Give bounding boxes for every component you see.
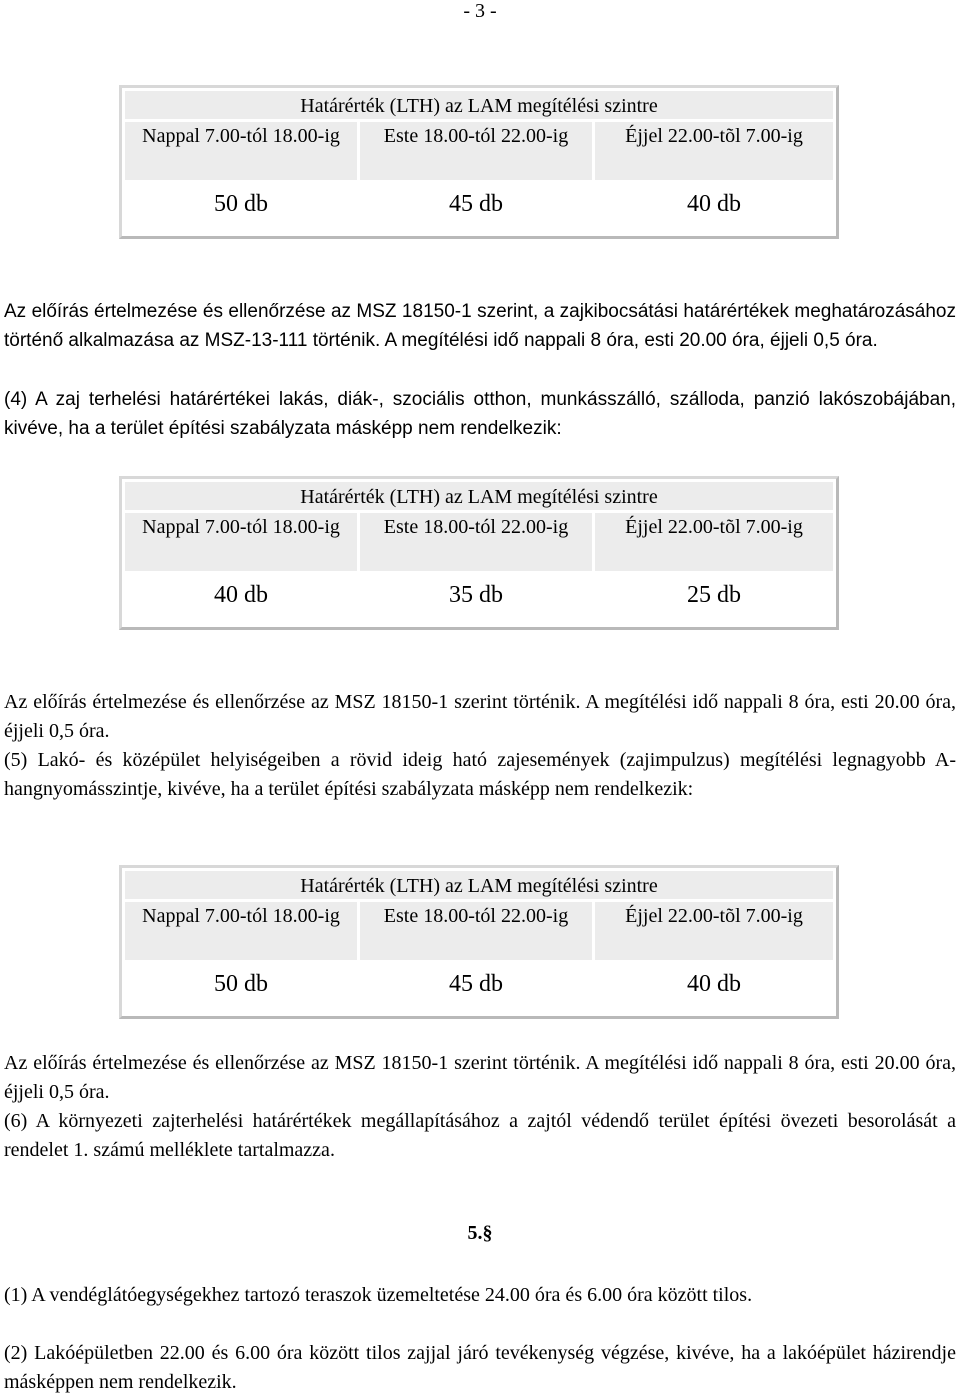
header-day: Nappal 7.00-tól 18.00-ig <box>125 902 357 960</box>
section-title: 5.§ <box>467 1222 493 1244</box>
value-day: 50 db <box>214 191 268 217</box>
value-evening: 35 db <box>449 582 503 608</box>
value-night: 25 db <box>687 582 741 608</box>
limit-table-1 <box>119 85 839 239</box>
paragraph-interpretation-1: Az előírás értelmezése és ellenőrzése az MSZ 18150-1 szerint, a zajkibocsátási határértékek meghatározásához történő alkalmazása az MSZ-13-111 történik. A megítélési idő nappali 8 óra, esti 20.00 óra, éjjeli 0,5 óra. <box>4 301 956 351</box>
value-night: 40 db <box>687 191 741 217</box>
header-evening: Este 18.00-tól 22.00-ig <box>360 902 592 960</box>
paragraph-interpretation-3: Az előírás értelmezése és ellenőrzése az MSZ 18150-1 szerint történik. A megítélési idő nappali 8 óra, esti 20.00 óra, éjjeli 0,5 óra. <box>4 1052 956 1103</box>
value-evening: 45 db <box>449 191 503 217</box>
paragraph-4: (4) A zaj terhelési határértékei lakás, diák-, szociális otthon, munkásszálló, szálloda, panzió lakószobájában, kivéve, ha a terület építési szabályzata másképp nem rendelkezik: <box>4 389 956 439</box>
header-night: Éjjel 22.00-tõl 7.00-ig <box>595 513 833 571</box>
header-day: Nappal 7.00-tól 18.00-ig <box>125 513 357 571</box>
value-evening: 45 db <box>449 971 503 997</box>
table-caption: Határérték (LTH) az LAM megítélési szintre <box>125 482 833 510</box>
header-night: Éjjel 22.00-tõl 7.00-ig <box>595 122 833 180</box>
value-day: 50 db <box>214 971 268 997</box>
header-evening: Este 18.00-tól 22.00-ig <box>360 122 592 180</box>
page-number: - 3 - <box>463 0 497 22</box>
limit-table-3 <box>119 865 839 1019</box>
paragraph-terrace: (1) A vendéglátóegységekhez tartozó teraszok üzemeltetése 24.00 óra és 6.00 óra között tilos. <box>4 1284 753 1306</box>
value-night: 40 db <box>687 971 741 997</box>
header-night: Éjjel 22.00-tõl 7.00-ig <box>595 902 833 960</box>
paragraph-residential: (2) Lakóépületben 22.00 és 6.00 óra között tilos zajjal járó tevékenység végzése, kivéve, ha a lakóépület házirendje másképpen nem rendelkezik. <box>4 1342 956 1393</box>
table-caption: Határérték (LTH) az LAM megítélési szintre <box>125 871 833 899</box>
header-evening: Este 18.00-tól 22.00-ig <box>360 513 592 571</box>
limit-table-2 <box>119 476 839 630</box>
paragraph-6: (6) A környezeti zajterhelési határértékek megállapításához a zajtól védendő terület építési övezeti besorolását a rendelet 1. számú melléklete tartalmazza. <box>4 1110 956 1161</box>
value-day: 40 db <box>214 582 268 608</box>
paragraph-5: (5) Lakó- és középület helyiségeiben a rövid ideig ható zajesemények (zajimpulzus) megítélési legnagyobb A-hangnyomásszintje, kivéve, ha a terület építési szabályzata másképp nem rendelkezik: <box>4 749 956 800</box>
table-caption: Határérték (LTH) az LAM megítélési szintre <box>125 91 833 119</box>
paragraph-interpretation-2: Az előírás értelmezése és ellenőrzése az MSZ 18150-1 szerint történik. A megítélési idő nappali 8 óra, esti 20.00 óra, éjjeli 0,5 óra. <box>4 691 956 742</box>
header-day: Nappal 7.00-tól 18.00-ig <box>125 122 357 180</box>
